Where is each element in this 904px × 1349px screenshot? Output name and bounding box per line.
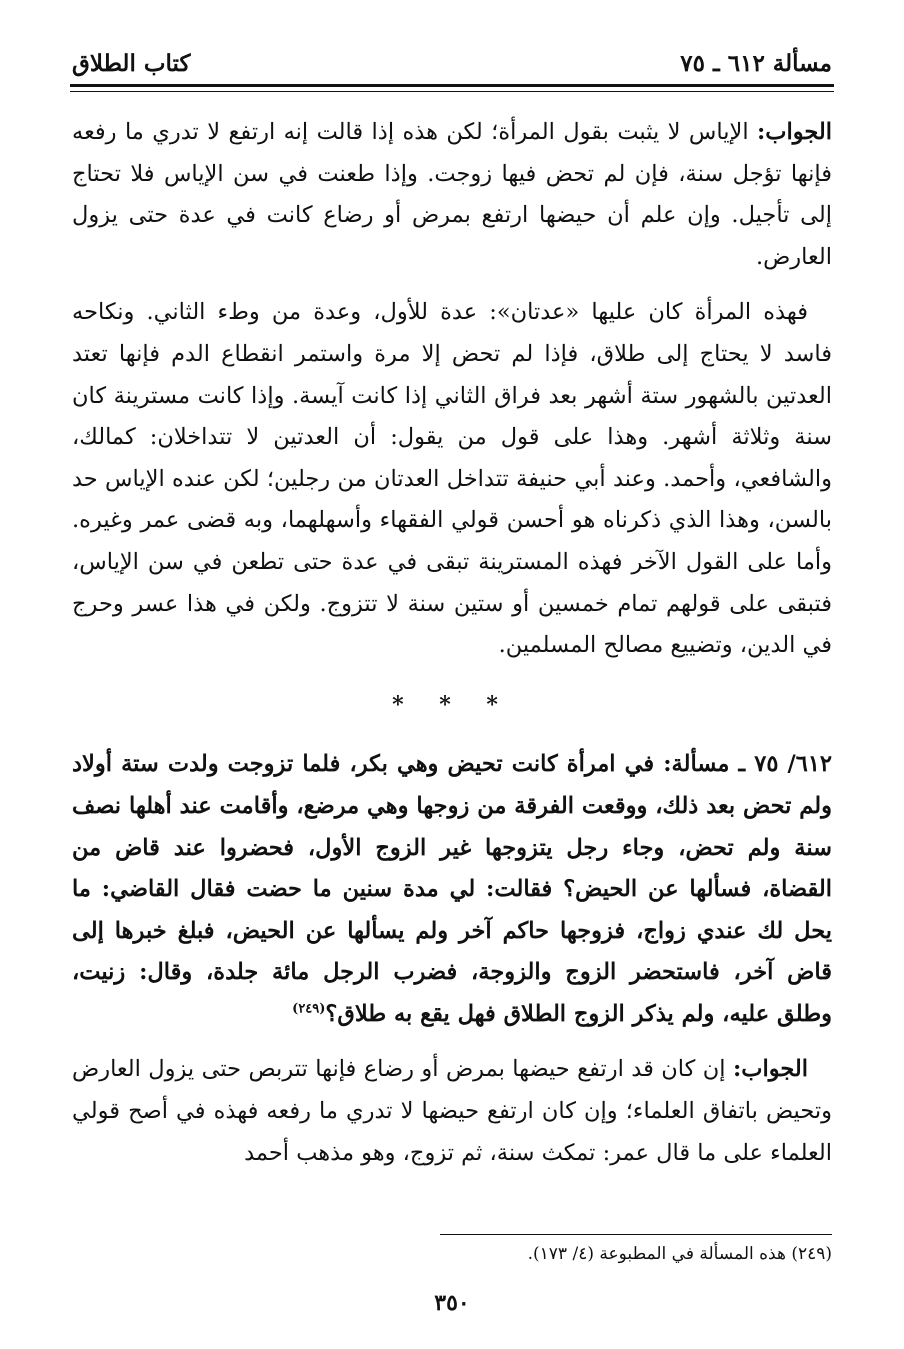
section-separator: * * * <box>392 691 512 718</box>
answer-text-2: إن كان قد ارتفع حيضها بمرض أو رضاع فإنها تتربص حتى يزول العارض وتحيض باتفاق العلماء؛ وإن كان ارتفع حيضها لا تدري ما رفعه فهذه في أصح قولي العلماء على ما قال عمر: تمكث سنة، ثم تزوج، وهو مذهب أحمد <box>72 1056 832 1166</box>
header-rule-thin <box>70 91 834 92</box>
footnote: (٢٤٩) هذه المسألة في المطبوعة (٤/ ١٧٣). <box>527 1244 832 1264</box>
question-lead: ٦١٢/ ٧٥ ـ مسألة: <box>663 751 833 778</box>
page-number: ٣٥٠ <box>434 1290 470 1316</box>
answer-lead-2: الجواب: <box>733 1056 808 1083</box>
footnote-rule <box>440 1234 832 1235</box>
footnote-reference: (٢٤٩) <box>292 1001 326 1017</box>
running-header <box>72 44 832 84</box>
book-title: كتاب الطلاق <box>72 50 191 77</box>
question-paragraph <box>72 744 832 1035</box>
explanation-text: فهذه المرأة كان عليها «عدتان»: عدة للأول، وعدة من وطء الثاني. ونكاحه فاسد لا يحتاج إلى طلاق، فإذا لم تحض إلا مرة واستمر انقطاع الدم فإنها تعتد العدتين بالشهور ستة أشهر بعد فراق الثاني إذا كانت آيسة. وإذا كانت مسترينة كان سنة وثلاثة أشهر. وهذا على قول من يقول: أن العدتين لا تتداخلان: كمالك، والشافعي، وأحمد. وعند أبي حنيفة تتداخل العدتان من رجلين؛ لكن عنده الإياس حد بالسن، وهذا الذي ذكرناه هو أحسن قولي الفقهاء وأسهلهما، وبه قضى عمر وغيره. وأما على القول الآخر فهذه المسترينة تبقى في عدة حتى تطعن في سن الإياس، فتبقى على قولهم تمام خمسين أو ستين سنة لا تتزوج. ولكن في هذا عسر وحرج في الدين، وتضييع مصالح المسلمين. <box>72 299 832 659</box>
explanation-paragraph <box>72 292 832 666</box>
answer-paragraph-1 <box>72 112 832 278</box>
issue-label: مسألة ٦١٢ ـ ٧٥ <box>680 50 832 77</box>
question-text: في امرأة كانت تحيض وهي بكر، فلما تزوجت ولدت ستة أولاد ولم تحض بعد ذلك، ووقعت الفرقة من زوجها وهي مرضع، وأقامت عند أهلها نصف سنة ولم تحض، وجاء رجل يتزوجها غير الزوج الأول، فحضروا عند قاض من القضاة، فسألها عن الحيض؟ فقالت: لي مدة سنين ما حضت فقال القاضي: ما يحل لك عندي زواج، فزوجها حاكم آخر ولم يسألها عن الحيض، فبلغ خبرها إلى قاض آخر، فاستحضر الزوج والزوجة، فضرب الرجل مائة جلدة، وقال: زنيت، وطلق عليه، ولم يذكر الزوج الطلاق فهل يقع به طلاق؟ <box>72 751 832 1027</box>
answer-paragraph-2 <box>72 1049 832 1174</box>
answer-lead-1: الجواب: <box>757 119 832 145</box>
header-rule-thick <box>70 84 834 87</box>
answer-text-1: الإياس لا يثبت بقول المرأة؛ لكن هذه إذا قالت إنه ارتفع لا تدري ما رفعه فإنها تؤجل سنة، فإن لم تحض فيها زوجت. وإذا طعنت في سن الإياس فلا تحتاج إلى تأجيل. وإن علم أن حيضها ارتفع بمرض أو رضاع كانت في عدة حتى يزول العارض. <box>72 119 832 270</box>
body-text <box>72 112 832 1174</box>
